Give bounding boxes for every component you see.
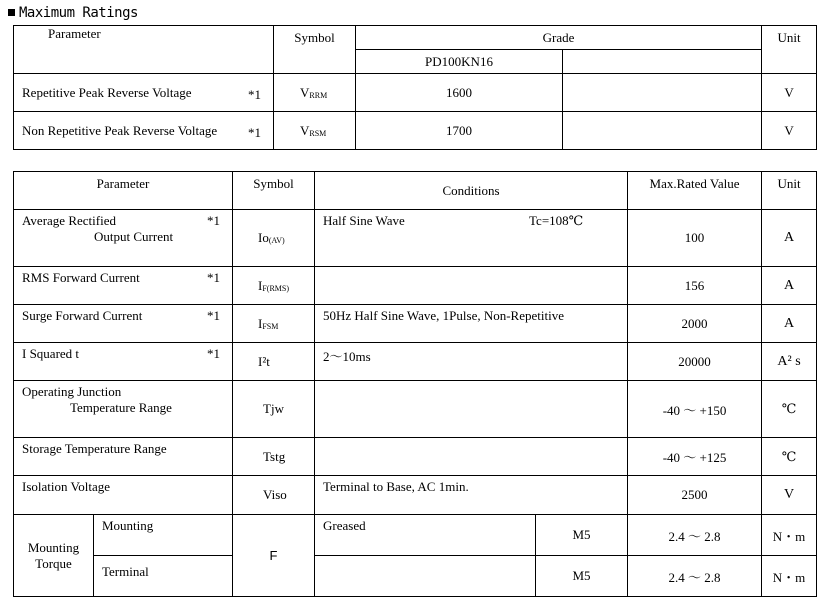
row-io-condition: Half Sine Wave Tc=108℃: [315, 210, 628, 267]
header-symbol: Symbol: [274, 26, 356, 74]
row-viso-condition: Terminal to Base, AC 1min.: [315, 476, 628, 515]
row-vrrm-empty: [563, 74, 762, 112]
row-i2t-parameter: I Squared t *1: [14, 343, 233, 381]
square-bullet-icon: [8, 9, 15, 16]
header-model: PD100KN16: [356, 50, 563, 74]
row-ifsm-value: 2000: [628, 305, 762, 343]
row-tjw-symbol: Tjw: [233, 381, 315, 438]
torque-mounting-condition: Greased: [315, 515, 536, 556]
header-parameter: Parameter: [14, 26, 274, 74]
torque-group-label: Mounting Torque: [14, 515, 94, 597]
row-ifsm-unit: A: [762, 305, 817, 343]
torque-mounting-part: Mounting: [94, 515, 233, 556]
row-ifsm-condition: 50Hz Half Sine Wave, 1Pulse, Non-Repetitive: [315, 305, 628, 343]
row-tjw-unit: ℃: [762, 381, 817, 438]
header-unit: Unit: [762, 172, 817, 210]
row-ifsm-parameter: Surge Forward Current *1: [14, 305, 233, 343]
row-vrrm-value: 1600: [356, 74, 563, 112]
row-vrrm-parameter: Repetitive Peak Reverse Voltage *1: [14, 74, 274, 112]
row-vrrm-symbol: $V_{RRM}$: [274, 74, 356, 112]
row-vrsm-empty: [563, 112, 762, 150]
row-tstg-value: -40 ～ +125: [628, 438, 762, 476]
section-title: [8, 5, 138, 21]
row-i2t-condition: 2～10ms: [315, 343, 628, 381]
ratings-table: [13, 171, 817, 597]
torque-symbol: F: [233, 515, 315, 597]
row-irms-condition: [315, 267, 628, 305]
row-tstg-condition: [315, 438, 628, 476]
row-viso-parameter: Isolation Voltage: [14, 476, 233, 515]
torque-terminal-condition: [315, 556, 536, 597]
header-symbol: Symbol: [233, 172, 315, 210]
header-parameter: Parameter: [14, 172, 233, 210]
row-irms-value: 156: [628, 267, 762, 305]
torque-terminal-value: 2.4 ～ 2.8: [628, 556, 762, 597]
row-vrsm-parameter: Non Repetitive Peak Reverse Voltage *1: [14, 112, 274, 150]
row-vrsm-symbol: $V_{RSM}$: [274, 112, 356, 150]
row-viso-symbol: Viso: [233, 476, 315, 515]
row-vrrm-unit: V: [762, 74, 817, 112]
row-io-unit: A: [762, 210, 817, 267]
row-i2t-symbol: I²t: [233, 343, 315, 381]
row-tjw-value: -40 ～ +150: [628, 381, 762, 438]
grade-table: [13, 25, 817, 150]
header-max: Max.Rated Value: [628, 172, 762, 210]
torque-terminal-part: Terminal: [94, 556, 233, 597]
row-tstg-unit: ℃: [762, 438, 817, 476]
row-i2t-unit: A² s: [762, 343, 817, 381]
row-viso-unit: V: [762, 476, 817, 515]
row-irms-parameter: RMS Forward Current *1: [14, 267, 233, 305]
row-tstg-parameter: Storage Temperature Range: [14, 438, 233, 476]
row-io-value: 100: [628, 210, 762, 267]
row-vrsm-unit: V: [762, 112, 817, 150]
header-grade: Grade: [356, 26, 762, 50]
row-tjw-condition: [315, 381, 628, 438]
row-i2t-value: 20000: [628, 343, 762, 381]
header-conditions: Conditions: [315, 172, 628, 210]
torque-terminal-unit: N・m: [762, 556, 817, 597]
row-ifsm-symbol: $I_{FSM}$: [233, 305, 315, 343]
row-viso-value: 2500: [628, 476, 762, 515]
row-io-parameter: Average Rectified Output Current *1: [14, 210, 233, 267]
row-irms-symbol: $I_{F(RMS)}$: [233, 267, 315, 305]
torque-mounting-size: M5: [536, 515, 628, 556]
header-unit: Unit: [762, 26, 817, 74]
torque-mounting-value: 2.4 ～ 2.8: [628, 515, 762, 556]
section-title-text: Maximum Ratings: [19, 5, 138, 21]
header-empty-grade: [563, 50, 762, 74]
torque-terminal-size: M5: [536, 556, 628, 597]
row-io-symbol: $Io_{(AV)}$: [233, 210, 315, 267]
torque-mounting-unit: N・m: [762, 515, 817, 556]
row-irms-unit: A: [762, 267, 817, 305]
row-vrsm-value: 1700: [356, 112, 563, 150]
row-tstg-symbol: Tstg: [233, 438, 315, 476]
row-tjw-parameter: Operating Junction Temperature Range: [14, 381, 233, 438]
